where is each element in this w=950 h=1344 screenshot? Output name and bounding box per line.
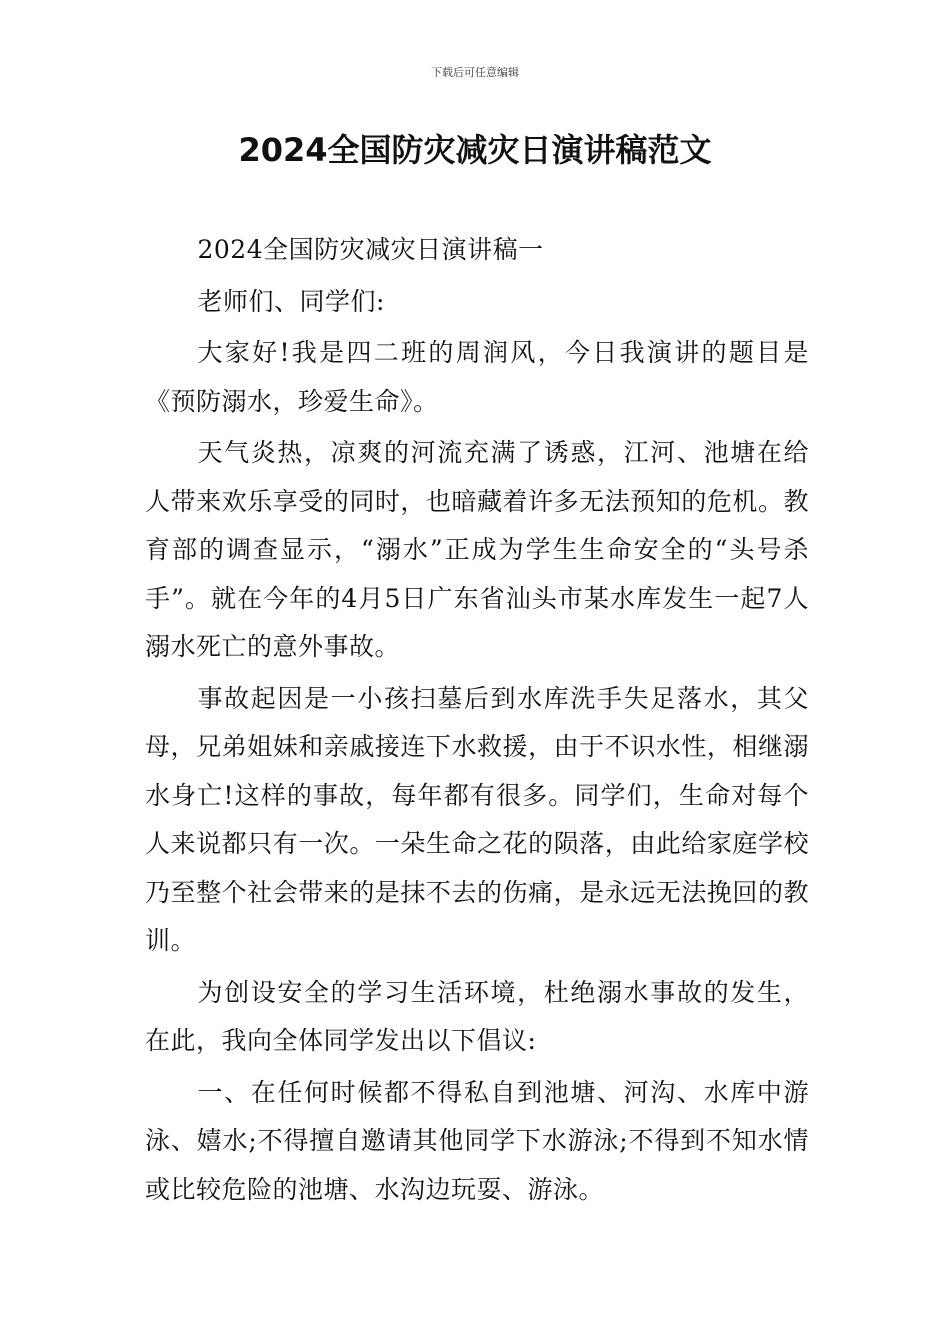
header-note: 下载后可任意编辑: [431, 66, 519, 79]
paragraph: 为创设安全的学习生活环境，杜绝溺水事故的发生，在此，我向全体同学发出以下倡议:: [145, 977, 809, 1055]
document-title: 2024全国防灾减灾日演讲稿范文: [238, 131, 712, 169]
paragraph: 事故起因是一小孩扫墓后到水库洗手失足落水，其父母，兄弟姐妹和亲戚接连下水救援，由于不识水性，相继溺水身亡!这样的事故，每年都有很多。同学们，生命对每个人来说都只有一次。一朵生命之花的陨落，由此给家庭学校乃至整个社会带来的是抹不去的伤痛，是永远无法挽回的教训。: [145, 683, 809, 955]
paragraph: 天气炎热，凉爽的河流充满了诱惑，江河、池塘在给人带来欢乐享受的同时，也暗藏着许多无法预知的危机。教育部的调查显示，“溺水”正成为学生生命安全的“头号杀手”。就在今年的4月5日广东省汕头市某水库发生一起7人溺水死亡的意外事故。: [145, 438, 809, 661]
paragraph: 大家好!我是四二班的周润风，今日我演讲的题目是《预防溺水，珍爱生命》。: [145, 338, 809, 416]
paragraph-greeting: 老师们、同学们:: [197, 286, 385, 316]
document-body: [145, 226, 809, 1217]
paragraph-subtitle: 2024全国防灾减灾日演讲稿一: [197, 235, 544, 264]
paragraph: 一、在任何时候都不得私自到池塘、河沟、水库中游泳、嬉水;不得擅自邀请其他同学下水游泳;不得到不知水情或比较危险的池塘、水沟边玩耍、游泳。: [145, 1077, 809, 1204]
